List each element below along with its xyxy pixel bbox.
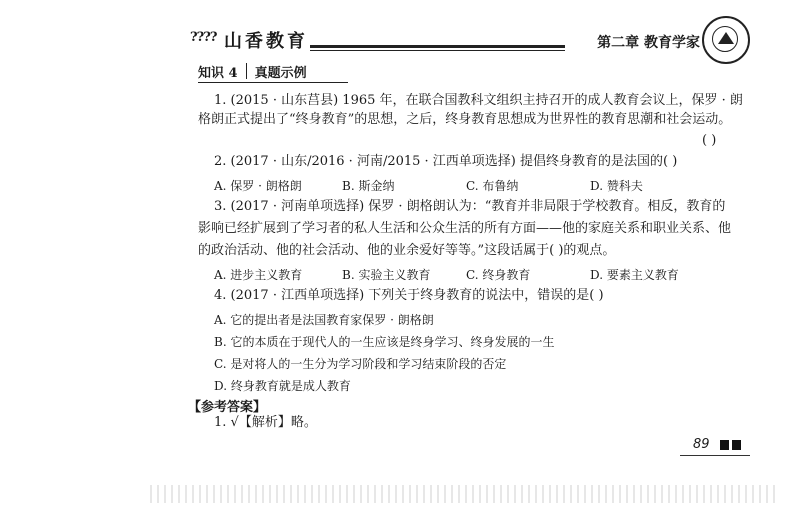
section-heading — [198, 60, 307, 82]
page-marker-icon — [720, 438, 744, 452]
answer-1: 1. √【解析】略。 — [214, 415, 317, 430]
q2-option-b: B. 斯金纳 — [342, 179, 395, 193]
page-header — [180, 14, 740, 54]
q1-line1: 1. (2015 · 山东莒县) 1965 年，在联合国教科文组织主持召开的成人教育会议上，保罗 · 朗 — [214, 93, 743, 108]
q3-line1: 3. (2017 · 河南单项选择) 保罗 · 朗格朗认为：“教育并非局限于学校教育。相反，教育的 — [214, 199, 726, 214]
brand-logo-icon — [702, 16, 750, 64]
page-number: 89 — [693, 437, 710, 452]
section-label: 知识 4 — [198, 65, 238, 81]
header-rule-thin — [310, 50, 565, 51]
q2-options — [214, 177, 744, 193]
brand-dots: ???? — [190, 30, 217, 45]
q2-option-c: C. 布鲁纳 — [466, 179, 519, 193]
q3-option-c: C. 终身教育 — [466, 268, 531, 282]
q4-option-b: B. 它的本质在于现代人的一生应该是终身学习、终身发展的一生 — [214, 335, 555, 349]
q1-line2: 格朗正式提出了“终身教育”的思想，之后，终身教育思想成为世界性的教育思潮和社会运动。 — [198, 112, 732, 127]
chapter-title: 第二章 教育学家 — [597, 35, 700, 51]
section-rule — [198, 82, 348, 83]
q4-option-d: D. 终身教育就是成人教育 — [214, 379, 351, 393]
header-rule — [310, 45, 565, 48]
q4-stem: 4. (2017 · 江西单项选择) 下列关于终身教育的说法中，错误的是( ) — [214, 288, 604, 303]
section-title: 真题示例 — [254, 65, 307, 81]
q3-line2: 影响已经扩展到了学习者的私人生活和公众生活的所有方面——他的家庭关系和职业关系、他 — [198, 221, 732, 236]
q1-answer-bracket: ( ) — [702, 133, 717, 148]
scan-noise — [150, 485, 780, 503]
q2-option-a: A. 保罗 · 朗格朗 — [214, 179, 302, 193]
brand-name: 山香教育 — [224, 31, 308, 52]
q3-line3: 的政治活动、他的社会活动、他的业余爱好等等。”这段话属于( )的观点。 — [198, 243, 616, 258]
q4-option-c: C. 是对将人的一生分为学习阶段和学习结束阶段的否定 — [214, 357, 507, 371]
q2-option-d: D. 赞科夫 — [590, 179, 643, 193]
q3-option-a: A. 进步主义教育 — [214, 268, 303, 282]
q3-options — [214, 266, 744, 282]
q3-option-d: D. 要素主义教育 — [590, 268, 679, 282]
page-rule — [680, 455, 750, 456]
q4-option-a: A. 它的提出者是法国教育家保罗 · 朗格朗 — [214, 313, 434, 327]
q3-option-b: B. 实验主义教育 — [342, 268, 431, 282]
q2-stem: 2. (2017 · 山东/2016 · 河南/2015 · 江西单项选择) 提倡终身教育的是法国的( ) — [214, 154, 678, 169]
answer-heading: 【参考答案】 — [188, 400, 267, 415]
